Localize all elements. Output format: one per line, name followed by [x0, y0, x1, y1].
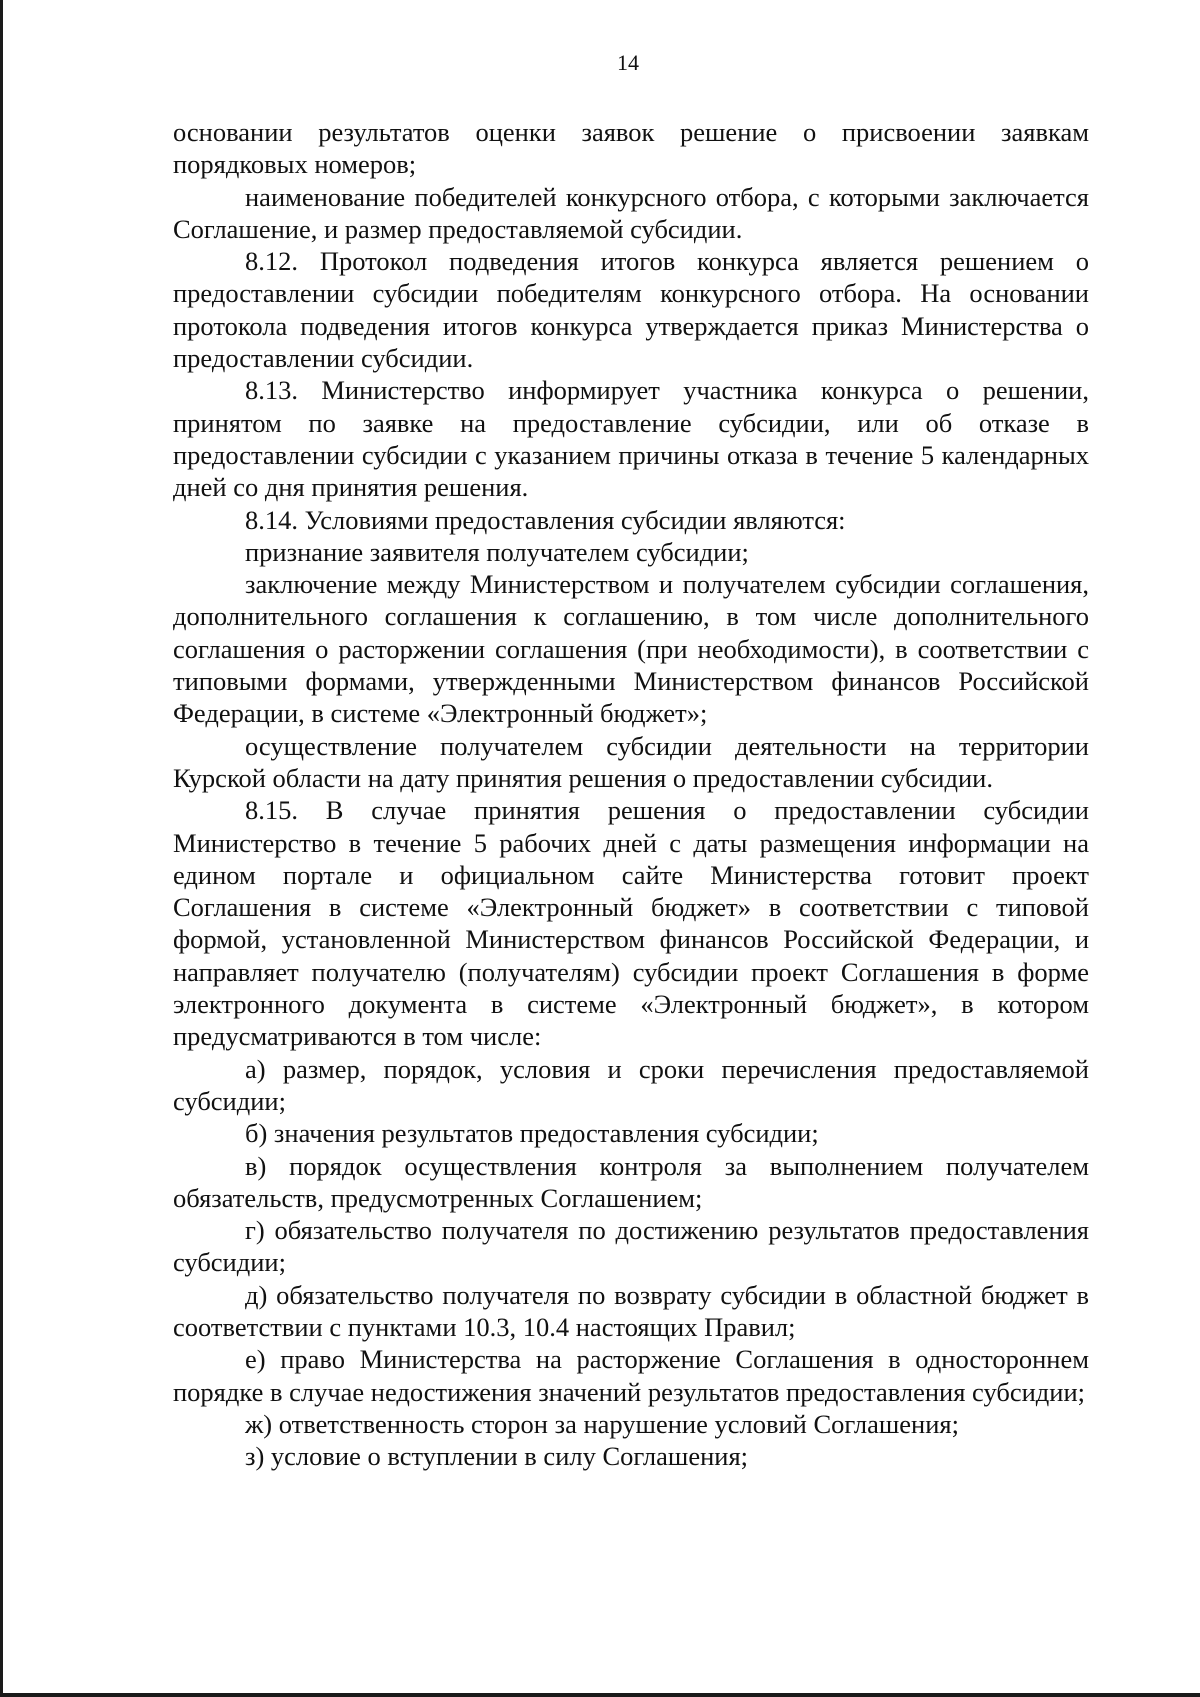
- page-number: 14: [617, 50, 639, 75]
- list-item-e: е) право Министерства на расторжение Соглашения в одностороннем порядке в случае недостижения значений результатов предоставления субсидии;: [173, 1344, 1089, 1407]
- list-item-g: г) обязательство получателя по достижению результатов предоставления субсидии;: [173, 1215, 1089, 1278]
- paragraph-continuation: основании результатов оценки заявок решение о присвоении заявкам порядковых номеров;: [173, 117, 1089, 180]
- list-item-v: в) порядок осуществления контроля за выполнением получателем обязательств, предусмотренных Соглашением;: [173, 1150, 1089, 1213]
- list-item-zh: ж) ответственность сторон за нарушение условий Соглашения;: [245, 1408, 959, 1439]
- paragraph-8-14: 8.14. Условиями предоставления субсидии являются:: [245, 504, 846, 535]
- paragraph-8-15: 8.15. В случае принятия решения о предоставлении субсидии Министерство в течение 5 рабочих дней с даты размещения информации на едином портале и официальном сайте Министерства готовит проект Соглашения в системе «Электронный бюджет» в соответствии с типовой формой, установленной Министерством финансов Российской Федерации, и направляет получателю (получателям) субсидии проект Соглашения в форме электронного документа в системе «Электронный бюджет», в котором предусматриваются в том числе:: [173, 795, 1089, 1052]
- paragraph-agreement-conclusion: заключение между Министерством и получателем субсидии соглашения, дополнительного соглашения к соглашению, в том числе дополнительного соглашения о расторжении соглашения (при необходимости), в соответствии с типовыми формами, утвержденными Министерством финансов Российской Федерации, в системе «Электронный бюджет»;: [173, 569, 1089, 729]
- list-item-b: б) значения результатов предоставления субсидии;: [245, 1118, 819, 1149]
- paragraph-8-13: 8.13. Министерство информирует участника конкурса о решении, принятом по заявке на предоставление субсидии, или об отказе в предоставлении субсидии с указанием причины отказа в течение 5 календарных дней со дня принятия решения.: [173, 375, 1089, 503]
- list-item-z: з) условие о вступлении в силу Соглашения;: [245, 1441, 748, 1472]
- list-item-d: д) обязательство получателя по возврату субсидии в областной бюджет в соответствии с пунктами 10.3, 10.4 настоящих Правил;: [173, 1279, 1089, 1342]
- list-item-a: а) размер, порядок, условия и сроки перечисления предоставляемой субсидии;: [173, 1053, 1089, 1116]
- scan-bottom-edge: [0, 1693, 1200, 1697]
- document-body: [173, 116, 1089, 1472]
- paragraph-winners-name: наименование победителей конкурсного отбора, с которыми заключается Соглашение, и размер предоставляемой субсидии.: [173, 181, 1089, 244]
- paragraph-8-12: 8.12. Протокол подведения итогов конкурса является решением о предоставлении субсидии победителям конкурсного отбора. На основании протокола подведения итогов конкурса утверждается приказ Министерства о предоставлении субсидии.: [173, 246, 1089, 374]
- scan-left-edge: [0, 0, 3, 1697]
- paragraph-recognition: признание заявителя получателем субсидии;: [245, 536, 749, 567]
- paragraph-activity-kursk: осуществление получателем субсидии деятельности на территории Курской области на дату принятия решения о предоставлении субсидии.: [173, 730, 1089, 793]
